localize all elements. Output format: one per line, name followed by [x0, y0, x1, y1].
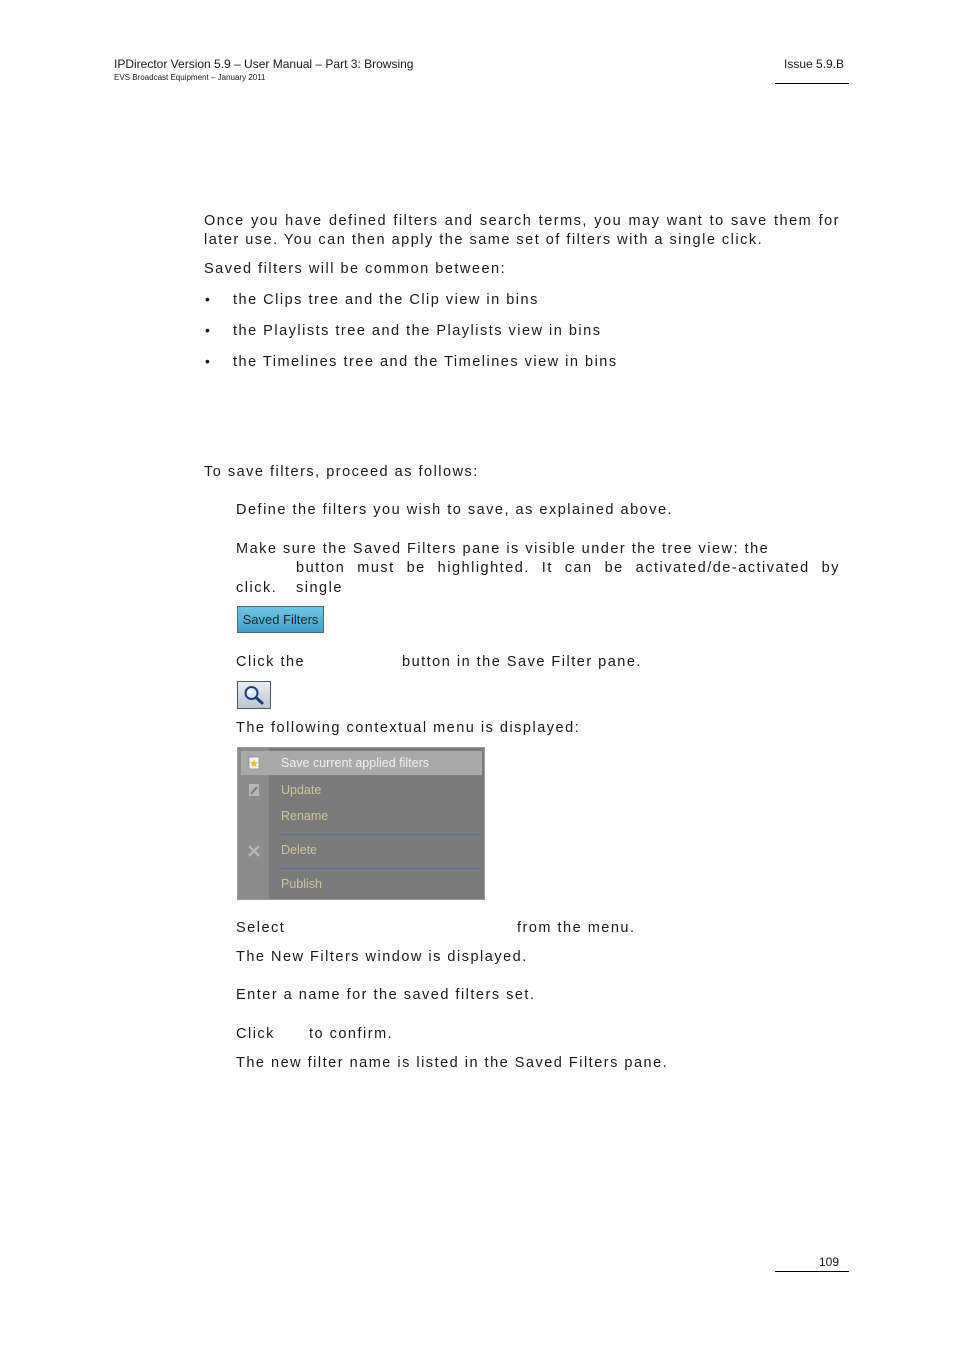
step-4-part-b: from the menu. [517, 920, 636, 936]
page-number: 109 [819, 1255, 840, 1269]
pencil-icon [247, 783, 261, 797]
procedure-lead: To save filters, proceed as follows: [204, 464, 479, 480]
bullet-icon: • [205, 322, 210, 338]
bullet-item: the Clips tree and the Clip view in bins [233, 292, 539, 308]
menu-item-delete[interactable]: Delete [281, 843, 318, 857]
menu-item-rename[interactable]: Rename [281, 809, 329, 823]
intro-line-2: later use. You can then apply the same set of filters with a single click. [204, 232, 764, 248]
step-4-part-a: Select [236, 920, 286, 936]
contextual-menu [237, 747, 485, 900]
issue-label: Issue 5.9.B [784, 57, 845, 71]
document-subtitle: EVS Broadcast Equipment – January 2011 [114, 73, 266, 82]
intro-line-1: Once you have defined filters and search terms, you may want to save them for [204, 213, 840, 229]
star-document-icon [247, 756, 261, 770]
step-3-note: The following contextual menu is displayed: [236, 720, 581, 736]
step-3-part-b: button in the Save Filter pane. [402, 654, 642, 670]
bullet-icon: • [205, 353, 210, 369]
step-6-part-a: Click [236, 1026, 275, 1042]
bullet-icon: • [205, 291, 210, 307]
footer-rule [775, 1271, 849, 1272]
step-6-part-b: to confirm. [309, 1026, 394, 1042]
bullet-item: the Timelines tree and the Timelines view in bins [233, 354, 618, 370]
document-title: IPDirector Version 5.9 – User Manual – Part 3: Browsing [114, 57, 414, 71]
cross-icon [247, 844, 261, 858]
menu-item-publish[interactable]: Publish [281, 877, 322, 891]
saved-filters-button[interactable]: Saved Filters [237, 606, 324, 633]
header-rule [775, 83, 849, 84]
intro-common: Saved filters will be common between: [204, 261, 507, 277]
step-6-note: The new filter name is listed in the Saved Filters pane. [236, 1055, 669, 1071]
search-filter-button[interactable] [237, 681, 271, 709]
menu-separator [279, 834, 482, 835]
step-2-line-3: click. [236, 580, 278, 596]
bullet-item: the Playlists tree and the Playlists view in bins [233, 323, 602, 339]
step-2-line-2: button must be highlighted. It can be activated/de-activated by single [296, 560, 840, 596]
menu-item-update[interactable]: Update [281, 783, 322, 797]
step-1: Define the filters you wish to save, as explained above. [236, 502, 674, 518]
magnifier-icon [243, 685, 265, 705]
step-3-part-a: Click the [236, 654, 306, 670]
step-2-line-1: Make sure the Saved Filters pane is visible under the tree view: the [236, 541, 770, 557]
menu-separator [279, 868, 482, 869]
menu-item-save-current[interactable]: Save current applied filters [281, 756, 429, 770]
step-4-note: The New Filters window is displayed. [236, 949, 528, 965]
step-5: Enter a name for the saved filters set. [236, 987, 536, 1003]
